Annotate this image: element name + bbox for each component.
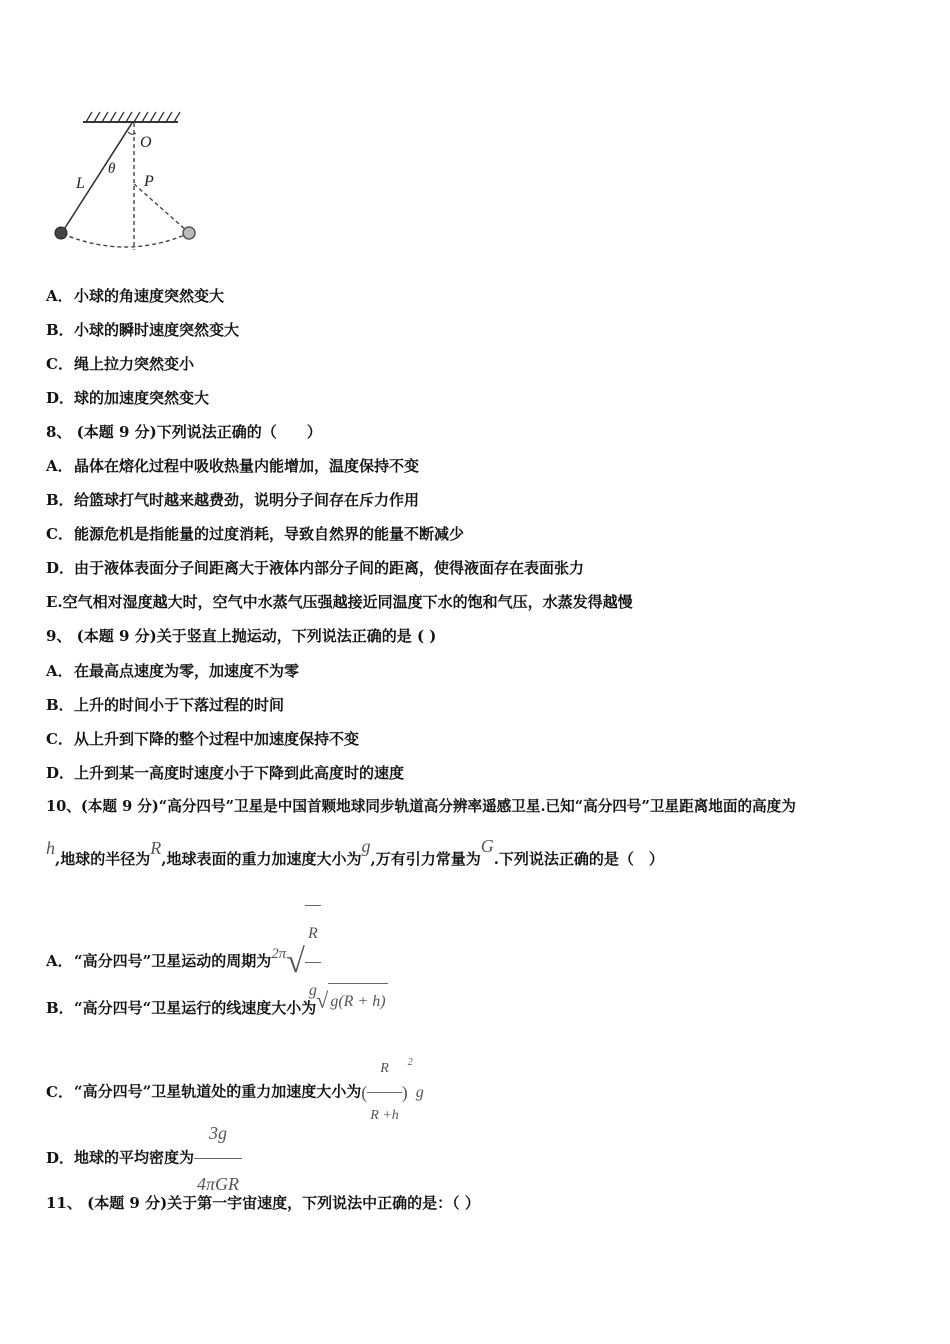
q10-stem-line1: 10、(本题 9 分)“高分四号”卫星是中国首颗地球同步轨道高分辨率遥感卫星.已知“高分四号”卫星距离地面的高度为: [46, 798, 796, 815]
q9-option-a: A．在最高点速度为零，加速度不为零: [46, 662, 300, 680]
q10-stem-line2: h,地球的半径为R,地球表面的重力加速度大小为g,万有引力常量为G.下列说法正确的是（ ）: [46, 836, 664, 868]
var-gconst: G: [480, 836, 494, 856]
q8-option-e: E.空气相对湿度越大时，空气中水蒸气压强越接近同温度下水的饱和气压，水蒸发得越慢: [46, 593, 633, 611]
frac-r-over-rh: $\frac{R}{R +h}$: [367, 1046, 402, 1139]
var-g: g: [361, 836, 371, 856]
q10-option-c: C．“高分四号”卫星轨道处的重力加速度大小为( $\frac{R}{R +h}$ )$^2$g: [46, 1046, 424, 1092]
q7-option-d: D．球的加速度突然变大: [46, 389, 210, 407]
label-l: L: [76, 175, 85, 192]
q7-option-c: C．绳上拉力突然变小: [46, 355, 195, 373]
q10-option-d: D．地球的平均密度为 $\frac{3g}{\text{4πGR}}$: [46, 1108, 242, 1158]
label-theta: θ: [108, 161, 116, 177]
sqrt-icon: √: [286, 943, 305, 980]
q9-option-d: D．上升到某一高度时速度小于下降到此高度时的速度: [46, 764, 405, 782]
q8-option-d: D．由于液体表面分子间距离大于液体内部分子间的距离，使得液面存在表面张力: [46, 559, 585, 577]
coef-2pi: 2π: [271, 946, 287, 962]
frac-3g-over-4pigr: $\frac{3g}{\text{4πGR}}$: [194, 1108, 242, 1209]
sqrt-g-r-h: √ g(R + h): [316, 982, 387, 1019]
q8-option-a: A．晶体在熔化过程中吸收热量内能增加，温度保持不变: [46, 457, 420, 475]
q7-option-b: B．小球的瞬时速度突然变大: [46, 321, 240, 339]
q10-option-b: B．“高分四号“卫星运行的线速度大小为√ g(R + h): [46, 990, 388, 1026]
q9-stem: 9、 (本题 9 分)关于竖直上抛运动，下列说法正确的是 ( ): [46, 627, 437, 645]
q8-option-b: B．给篮球打气时越来越费劲，说明分子间存在斥力作用: [46, 491, 420, 509]
q8-option-c: C．能源危机是指能量的过度消耗，导致自然界的能量不断减少: [46, 525, 465, 543]
q11-stem: 11、 (本题 9 分)关于第一宇宙速度，下列说法中正确的是：（ ）: [46, 1194, 480, 1212]
label-p: P: [144, 173, 154, 190]
sqrt-r-over-g: √ $\frac{R}{g}$: [286, 905, 320, 1019]
q10-option-a: A．“高分四号”卫星运动的周期为2π√ $\frac{R}{g}$: [46, 905, 321, 961]
q9-option-b: B．上升的时间小于下落过程的时间: [46, 696, 285, 714]
q8-stem: 8、 (本题 9 分)下列说法正确的（ ）: [46, 423, 322, 441]
q7-option-a: A．小球的角速度突然变大: [46, 287, 225, 305]
sqrt-icon: √: [316, 988, 329, 1014]
var-r: R: [150, 838, 162, 858]
var-h: h: [46, 838, 55, 858]
q9-option-c: C．从上升到下降的整个过程中加速度保持不变: [46, 730, 360, 748]
label-o: O: [140, 134, 152, 151]
pendulum-figure: [48, 100, 208, 260]
